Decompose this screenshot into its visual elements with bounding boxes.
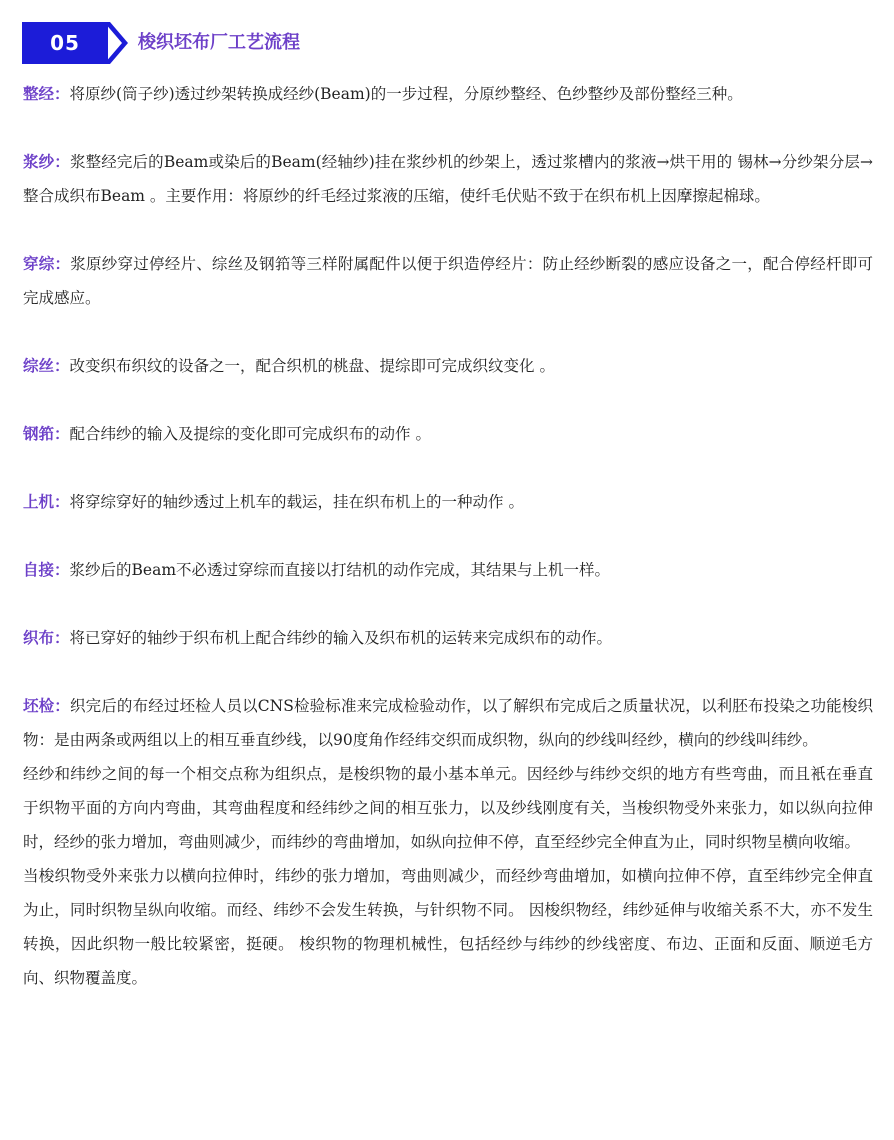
section-title: 梭织坯布厂工艺流程 [138, 32, 300, 53]
term-definition: 将原纱(筒子纱)透过纱架转换成经纱(Beam)的一步过程，分原纱整经、色纱整纱及部份整经三种。 [69, 85, 743, 103]
body-paragraph: 当梭织物受外来张力以横向拉伸时，纬纱的张力增加，弯曲则减少，而经纱弯曲增加，如横向拉伸不停，直至纬纱完全伸直为止，同时织物呈纵向收缩。而经、纬纱不会发生转换，与针织物不同。 因梭织物经，纬纱延伸与收缩关系不大，亦不发生转换，因此织物一般比较紧密，挺硬。 梭织物的物理机械性，包括经纱与纬纱的纱线密度、布边、正面和反面、顺逆毛方向、织物覆盖度。 [23, 867, 873, 987]
term-label: 综丝： [23, 356, 70, 375]
term-definition: 将已穿好的轴纱于织布机上配合纬纱的输入及织布机的运转来完成织布的动作。 [69, 629, 613, 647]
term-label: 钢筘： [23, 424, 70, 443]
section-number-badge: 05 [22, 22, 108, 64]
term-definition: 浆原纱穿过停经片、综丝及钢筘等三样附属配件以便于织造停经片：防止经纱断裂的感应设备之一，配合停经杆即可完成感应。 [23, 255, 873, 307]
entry-zongsi [23, 349, 873, 383]
term-definition: 改变织布织纹的设备之一，配合织机的桃盘、提综即可完成织纹变化 。 [69, 357, 555, 375]
entry-gangkou [23, 417, 873, 451]
term-definition: 将穿综穿好的轴纱透过上机车的载运，挂在织布机上的一种动作 。 [69, 493, 524, 511]
chevron-right-icon [102, 22, 130, 64]
term-label: 坯检： [23, 696, 70, 715]
term-label: 上机： [23, 492, 70, 511]
document-body [23, 77, 873, 995]
entry-shangji [23, 485, 873, 519]
term-label: 浆纱： [23, 152, 70, 171]
body-paragraph: 经纱和纬纱之间的每一个相交点称为组织点，是梭织物的最小基本单元。因经纱与纬纱交织的地方有些弯曲，而且衹在垂直于织物平面的方向内弯曲，其弯曲程度和经纬纱之间的相互张力，以及纱线刚度有关，当梭织物受外来张力，如以纵向拉伸时，经纱的张力增加，弯曲则减少，而纬纱的弯曲增加，如纵向拉伸不停，直至经纱完全伸直为止，同时织物呈横向收缩。 [23, 765, 873, 851]
entry-pijian [23, 689, 873, 757]
entry-chuanzong [23, 247, 873, 315]
term-definition: 浆整经完后的Beam或染后的Beam(经轴纱)挂在浆纱机的纱架上，透过浆槽内的浆液→烘干用的 锡林→分纱架分层→整合成织布Beam 。主要作用：将原纱的纤毛经过浆液的压缩，使纤毛伏贴不致于在织布机上因摩擦起棉球。 [23, 153, 873, 205]
term-label: 整经： [23, 84, 70, 103]
term-definition: 浆纱后的Beam不必透过穿综而直接以打结机的动作完成，其结果与上机一样。 [69, 561, 611, 579]
term-definition: 配合纬纱的输入及提综的变化即可完成织布的动作 。 [69, 425, 431, 443]
entry-zijie [23, 553, 873, 587]
term-definition: 织完后的布经过坯检人员以CNS检验标准来完成检验动作，以了解织布完成后之质量状况，以利胚布投染之功能梭织物：是由两条或两组以上的相互垂直纱线，以90度角作经纬交织而成织物，纵向的纱线叫经纱，横向的纱线叫纬纱。 [23, 697, 873, 749]
entry-zhengjing [23, 77, 873, 111]
term-label: 自接： [23, 560, 70, 579]
entry-zhibu [23, 621, 873, 655]
section-header [22, 22, 882, 64]
term-label: 穿综： [23, 254, 71, 273]
entry-jiangsha [23, 145, 873, 213]
term-label: 织布： [23, 628, 70, 647]
